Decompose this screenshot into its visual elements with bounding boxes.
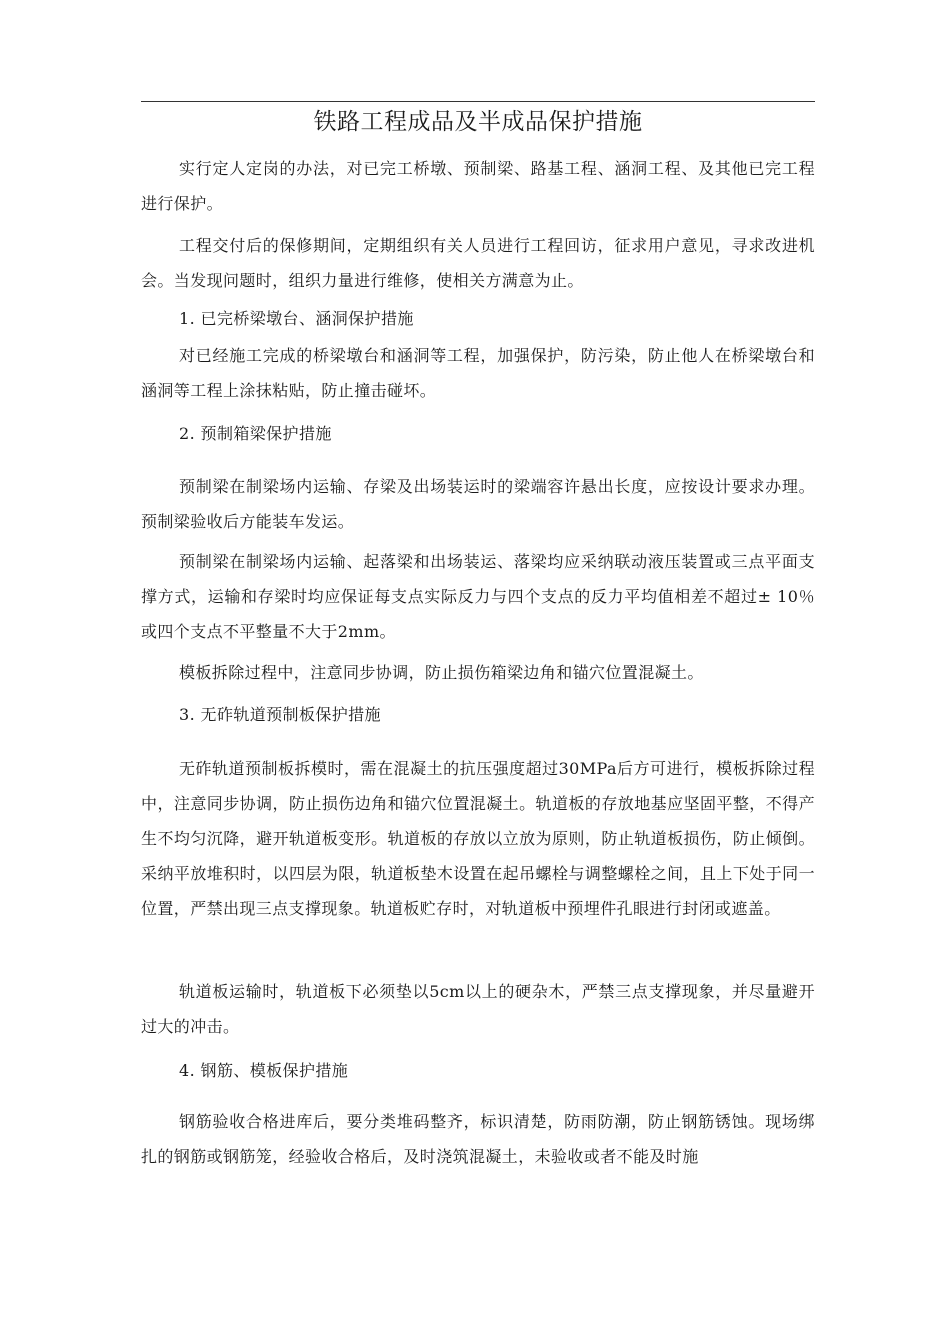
section-2-paragraph-1: 预制梁在制梁场内运输、存梁及出场装运时的梁端容许悬出长度，应按设计要求办理。预制梁验收后方能装车发运。 (141, 477, 815, 531)
document-page (141, 0, 815, 1344)
document-title: 铁路工程成品及半成品保护措施 (313, 109, 643, 135)
section-4-paragraph-1: 钢筋验收合格进库后，要分类堆码整齐，标识清楚，防雨防潮，防止钢筋锈蚀。现场绑扎的钢筋或钢筋笼，经验收合格后，及时浇筑混凝土，未验收或者不能及时施 (141, 1112, 815, 1166)
section-heading-3: 3. 无砟轨道预制板保护措施 (179, 705, 381, 724)
header-rule (141, 101, 815, 102)
section-2-paragraph-3: 模板拆除过程中，注意同步协调，防止损伤箱梁边角和锚穴位置混凝土。 (179, 663, 704, 682)
intro-paragraph-1: 实行定人定岗的办法，对已完工桥墩、预制梁、路基工程、涵洞工程、及其他已完工程进行保护。 (141, 159, 815, 213)
section-3-paragraph-1: 无砟轨道预制板拆模时，需在混凝土的抗压强度超过30MPa后方可进行，模板拆除过程中，注意同步协调，防止损伤边角和锚穴位置混凝土。轨道板的存放地基应坚固平整，不得产生不均匀沉降，避开轨道板变形。轨道板的存放以立放为原则，防止轨道板损伤，防止倾倒。采纳平放堆积时，以四层为限，轨道板垫木设置在起吊螺栓与调整螺栓之间，且上下处于同一位置，严禁出现三点支撑现象。轨道板贮存时，对轨道板中预埋件孔眼进行封闭或遮盖。 (141, 759, 815, 918)
section-heading-1: 1. 已完桥梁墩台、涵洞保护措施 (179, 309, 414, 328)
section-2-paragraph-2: 预制梁在制梁场内运输、起落梁和出场装运、落梁均应采纳联动液压装置或三点平面支撑方式，运输和存梁时均应保证每支点实际反力与四个支点的反力平均值相差不超过± 10％或四个支点不平整量不大于2mm。 (141, 552, 815, 641)
section-heading-4: 4. 钢筋、模板保护措施 (179, 1061, 349, 1080)
section-1-paragraph-1: 对已经施工完成的桥梁墩台和涵洞等工程，加强保护，防污染，防止他人在桥梁墩台和涵洞等工程上涂抹粘贴，防止撞击碰坏。 (141, 346, 815, 400)
section-heading-2: 2. 预制箱梁保护措施 (179, 424, 332, 443)
intro-paragraph-2: 工程交付后的保修期间，定期组织有关人员进行工程回访，征求用户意见，寻求改进机会。当发现问题时，组织力量进行维修，使相关方满意为止。 (141, 236, 815, 290)
section-3-paragraph-2: 轨道板运输时，轨道板下必须垫以5cm以上的硬杂木，严禁三点支撑现象，并尽量避开过大的冲击。 (141, 982, 815, 1036)
